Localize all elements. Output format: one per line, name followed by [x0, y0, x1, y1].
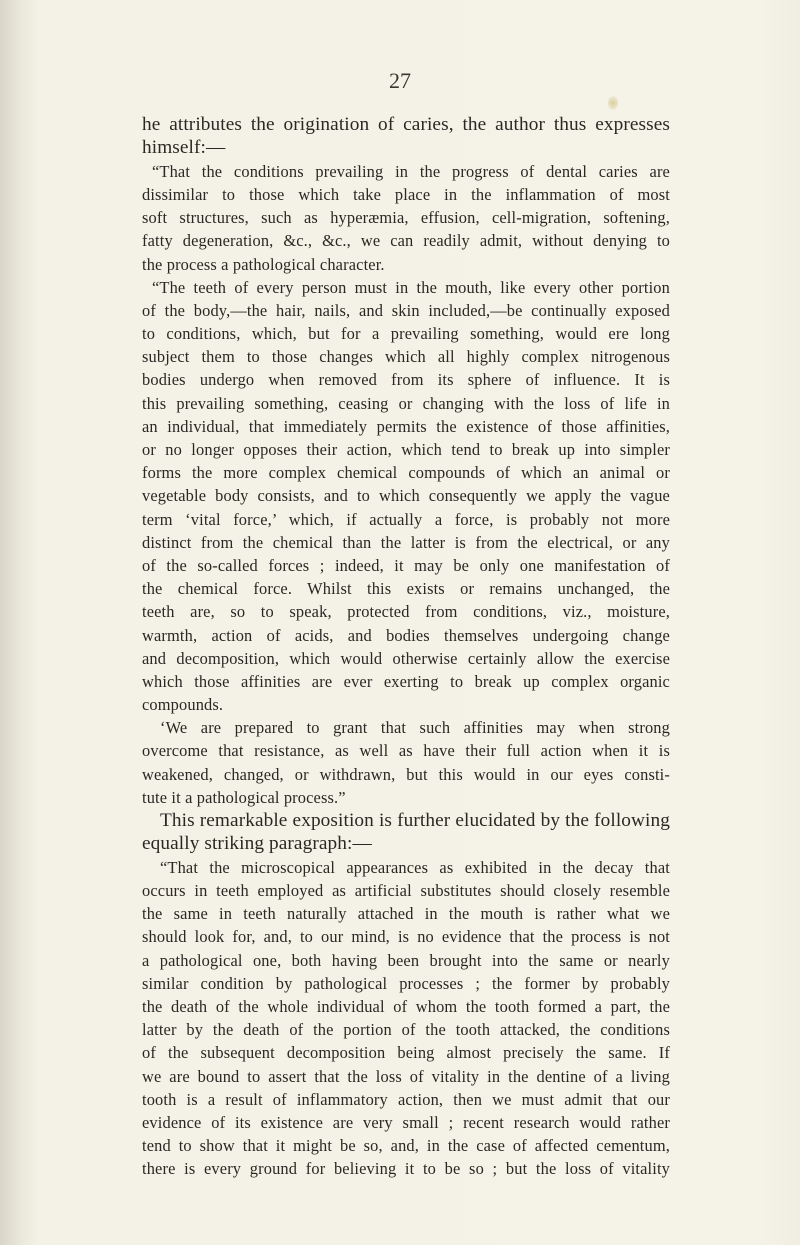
text-line: tend to show that it might be so, and, in the case of affected cementum,: [142, 1136, 670, 1156]
text-line: tute it a pathological process.”: [142, 787, 346, 807]
text-line: of the body,—the hair, nails, and skin included,—be continually exposed: [142, 300, 670, 320]
text-line: occurs in teeth employed as artificial substitutes should closely resemble: [142, 881, 670, 900]
text-line: an individual, that immediately permits the existence of those affinities,: [142, 416, 670, 436]
text-line: overcome that resistance, as well as have their full action when it is: [142, 741, 670, 761]
text-line: compounds.: [142, 695, 224, 715]
text-line: this prevailing something, ceasing or changing with the loss of life in: [142, 393, 670, 413]
text-line: dissimilar to those which take place in the inflammation of most: [142, 184, 670, 204]
text-line: equally striking paragraph:—: [142, 833, 372, 855]
text-line: there is every ground for believing it to be so ; but the loss of vitality: [142, 1159, 670, 1179]
text-line: the same in teeth naturally attached in the mouth is rather what we: [142, 904, 670, 924]
text-line: similar condition by pathological processes ; the former by probably: [142, 973, 670, 993]
text-line: “That the conditions prevailing in the progress of dental caries are: [152, 161, 670, 181]
text-line: “The teeth of every person must in the mouth, like every other portion: [152, 277, 670, 297]
text-line: he attributes the origination of caries, the author thus expresses: [142, 114, 670, 135]
text-line: distinct from the chemical than the latter is from the electrical, or any: [142, 532, 670, 552]
text-line: bodies undergo when removed from its sphere of influence. It is: [142, 370, 670, 390]
text-line: subject them to those changes which all highly complex nitrogenous: [142, 347, 670, 367]
text-line: This remarkable exposition is further elucidated by the following: [160, 810, 670, 832]
text-line: tooth is a result of inflammatory action, then we must admit that our: [142, 1089, 670, 1109]
text-line: of the subsequent decomposition being almost precisely the same. If: [142, 1043, 670, 1063]
body-text: [142, 113, 670, 1180]
text-line: weakened, changed, or withdrawn, but this would in our eyes consti-: [142, 764, 670, 784]
text-line: fatty degeneration, &c., &c., we can readily admit, without denying to: [142, 231, 670, 251]
text-line: a pathological one, both having been brought into the same or nearly: [142, 950, 670, 970]
text-line: of the so-called forces ; indeed, it may be only one manifestation of: [142, 555, 670, 575]
text-line: and decomposition, which would otherwise certainly allow the exercise: [142, 648, 670, 668]
text-line: should look for, and, to our mind, is no evidence that the process is not: [142, 927, 670, 947]
paper-stain: [608, 96, 618, 110]
text-line: or no longer opposes their action, which tend to break up into simpler: [142, 440, 670, 460]
text-line: himself:—: [142, 137, 226, 159]
text-line: ‘We are prepared to grant that such affinities may when strong: [160, 718, 670, 738]
text-line: teeth are, so to speak, protected from conditions, viz., moisture,: [142, 602, 670, 622]
text-line: term ‘vital force,’ which, if actually a force, is probably not more: [142, 509, 670, 529]
text-line: soft structures, such as hyperæmia, effusion, cell-migration, softening,: [142, 208, 670, 228]
text-line: evidence of its existence are very small ; recent research would rather: [142, 1112, 670, 1132]
text-line: warmth, action of acids, and bodies themselves undergoing change: [142, 625, 670, 645]
text-line: latter by the death of the portion of the tooth attacked, the conditions: [142, 1020, 670, 1040]
page-number: 27: [389, 68, 411, 93]
text-line: the chemical force. Whilst this exists or remains unchanged, the: [142, 579, 670, 599]
text-line: vegetable body consists, and to which consequently we apply the vague: [142, 486, 670, 506]
text-line: to conditions, which, but for a prevailing something, would ere long: [142, 324, 670, 344]
text-line: “That the microscopical appearances as exhibited in the decay that: [160, 857, 670, 877]
text-line: forms the more complex chemical compounds of which an animal or: [142, 463, 670, 483]
text-line: the death of the whole individual of whom the tooth formed a part, the: [142, 996, 670, 1016]
text-line: which those affinities are ever exerting to break up complex organic: [142, 671, 670, 691]
text-line: we are bound to assert that the loss of vitality in the dentine of a living: [142, 1066, 670, 1086]
text-line: the process a pathological character.: [142, 254, 385, 274]
